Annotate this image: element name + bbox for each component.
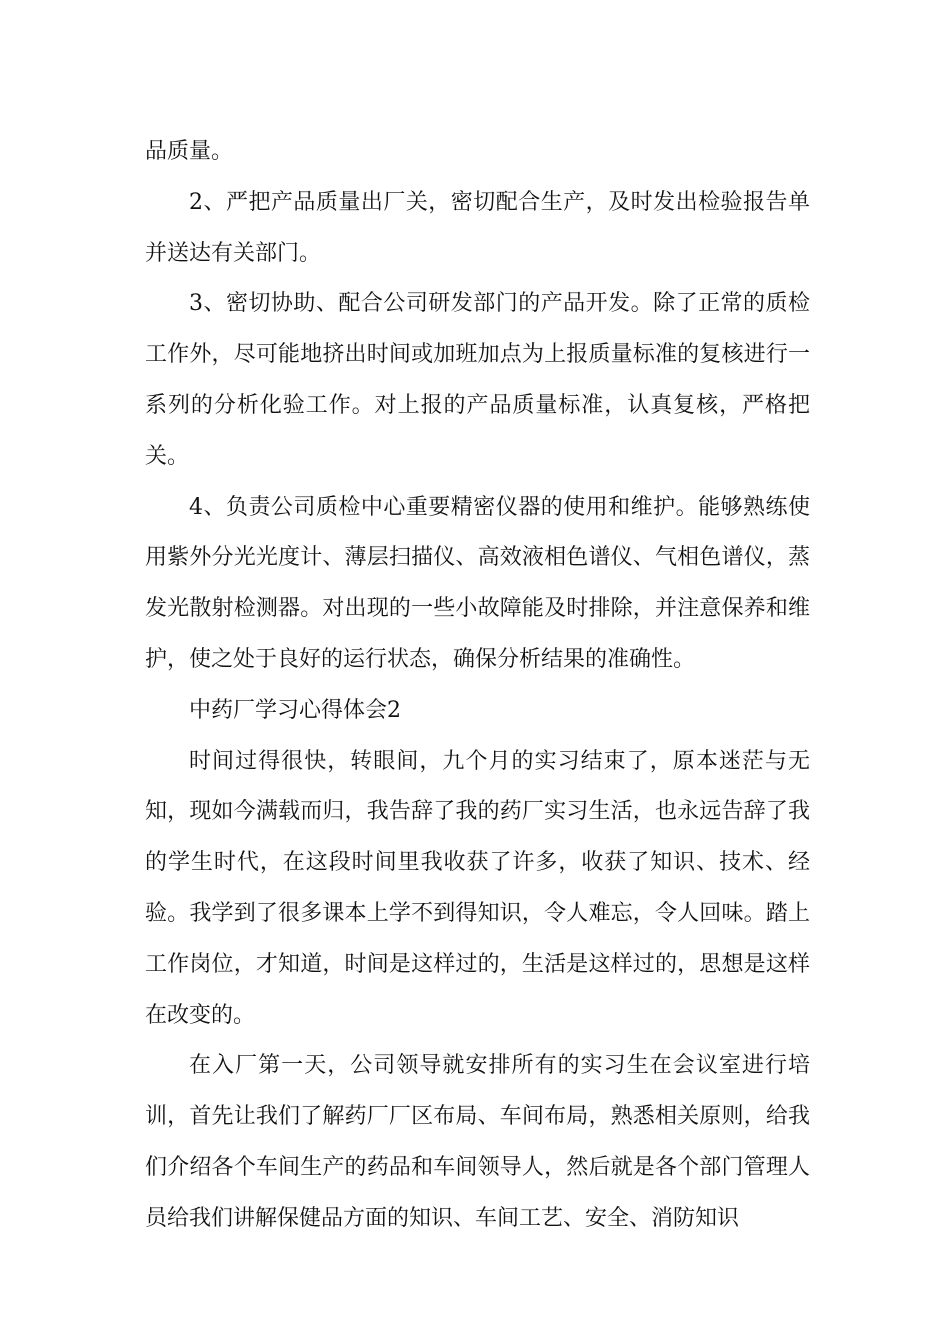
paragraph-item-2: 2、严把产品质量出厂关，密切配合生产，及时发出检验报告单并送达有关部门。 <box>145 189 810 266</box>
paragraph-first-day: 在入厂第一天，公司领导就安排所有的实习生在会议室进行培训，首先让我们了解药厂厂区布局、车间布局，熟悉相关原则，给我们介绍各个车间生产的药品和车间领导人，然后就是各个部门管理人员给我们讲解保健品方面的知识、车间工艺、安全、消防知识 <box>145 1053 810 1231</box>
paragraph-item-4: 4、负责公司质检中心重要精密仪器的使用和维护。能够熟练使用紫外分光光度计、薄层扫描仪、高效液相色谱仪、气相色谱仪，蒸发光散射检测器。对出现的一些小故障能及时排除，并注意保养和维护，使之处于良好的运行状态，确保分析结果的准确性。 <box>145 494 810 672</box>
paragraph-item-3: 3、密切协助、配合公司研发部门的产品开发。除了正常的质检工作外，尽可能地挤出时间或加班加点为上报质量标准的复核进行一系列的分析化验工作。对上报的产品质量标准，认真复核，严格把关。 <box>145 291 810 469</box>
document-body <box>145 127 810 1245</box>
section-heading: 中药厂学习心得体会2 <box>189 697 401 723</box>
paragraph-continuation: 品质量。 <box>145 139 234 164</box>
paragraph-internship-summary: 时间过得很快，转眼间，九个月的实习结束了，原本迷茫与无知，现如今满载而归，我告辞了我的药厂实习生活，也永远告辞了我的学生时代，在这段时间里我收获了许多，收获了知识、技术、经验。我学到了很多课本上学不到得知识，令人难忘，令人回味。踏上工作岗位，才知道，时间是这样过的，生活是这样过的，思想是这样在改变的。 <box>145 748 810 1028</box>
